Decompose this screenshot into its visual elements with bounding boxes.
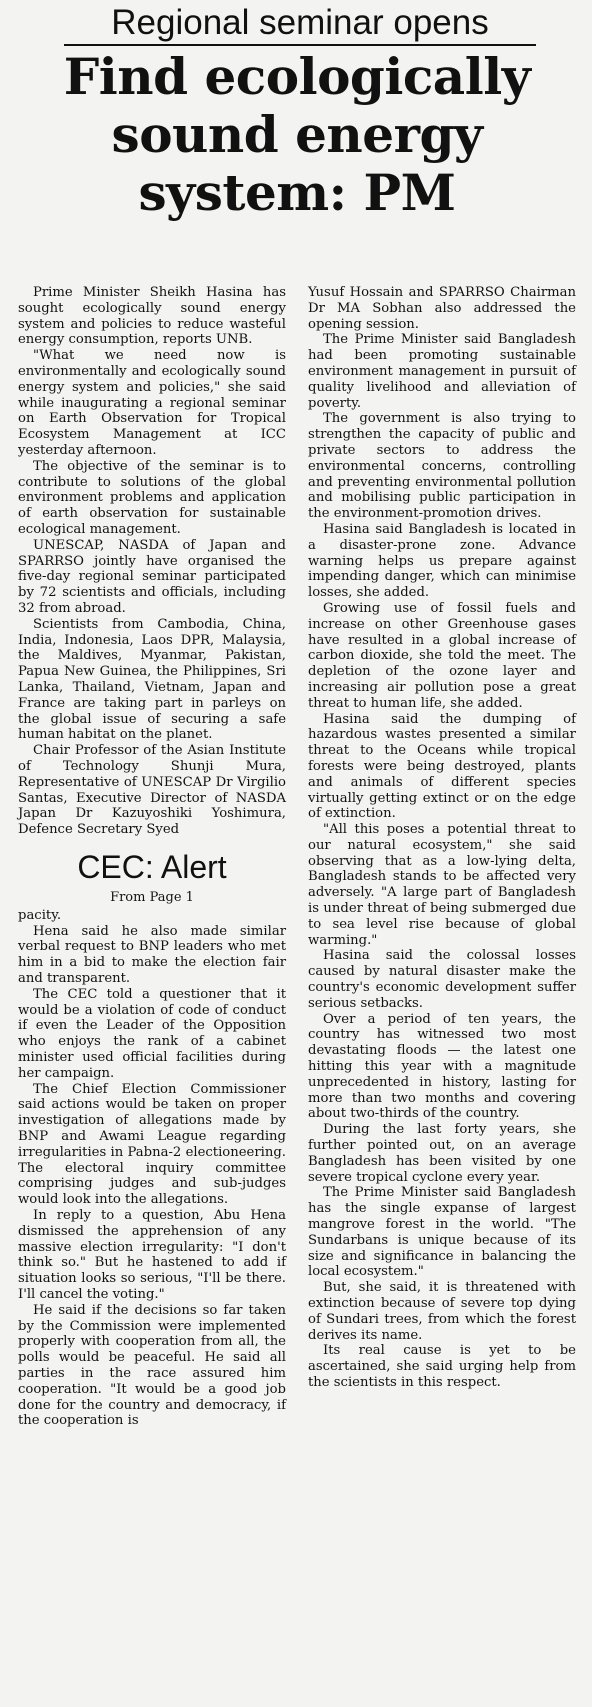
article-paragraph: "What we need now is environmentally and ecologically sound energy system and policies," she said while inaugurating a regional seminar on Earth Observation for Tropical Ecosystem Management at ICC yesterday afternoon. [18, 348, 286, 458]
article-paragraph: During the last forty years, she further pointed out, on an average Bangladesh has been visited by one severe tropical cyclone every year. [308, 1122, 576, 1185]
main-headline [18, 48, 576, 222]
cec-paragraph: The Chief Election Commissioner said actions would be taken on proper investigation of allegations made by BNP and Awami League regarding irregularities in Pabna-2 electioneering. The electoral inquiry committee comprising judges and sub-judges would look into the allegations. [18, 1081, 286, 1208]
cec-headline: CEC: Alert [77, 848, 227, 885]
article-paragraph: The Prime Minister said Bangladesh has the single expanse of largest mangrove forest in the world. "The Sundarbans is unique because of its size and significance in balancing the local ecosystem." [308, 1185, 576, 1280]
left-column [18, 285, 286, 1429]
article-paragraph: UNESCAP, NASDA of Japan and SPARRSO jointly have organised the five-day regional seminar participated by 72 scientists and officials, including 32 from abroad. [18, 537, 286, 616]
kicker-headline: Regional seminar opens [64, 0, 536, 46]
article-paragraph: Hasina said Bangladesh is located in a disaster-prone zone. Advance warning helps us prepare against impending danger, which can minimise losses, she added. [308, 521, 576, 601]
article-paragraph: Over a period of ten years, the country has witnessed two most devastating floods — the latest one hitting this year with a magnitude unprecedented in history, lasting for more than two months and covering about two-thirds of the country. [308, 1011, 576, 1122]
article-paragraph: Hasina said the dumping of hazardous wastes presented a similar threat to the Oceans while tropical forests were being destroyed, plants and animals of different species virtually getting extinct or on the edge of extinction. [308, 711, 576, 822]
article-paragraph: The Prime Minister said Bangladesh had been promoting sustainable environment management in pursuit of quality livelihood and alleviation of poverty. [308, 332, 576, 411]
article-paragraph: Scientists from Cambodia, China, India, Indonesia, Laos DPR, Malaysia, the Maldives, Myanmar, Pakistan, Papua New Guinea, the Philippines, Sri Lanka, Thailand, Vietnam, Japan and France are taking part in parleys on the global issue of securing a safe human habitat on the planet. [18, 616, 286, 743]
headline-line-1: Find ecologically [63, 47, 531, 106]
cec-paragraph: The CEC told a questioner that it would be a violation of code of conduct if even the Leader of the Opposition who enjoys the rank of a cabinet minister used official facilities during her campaign. [18, 986, 286, 1081]
article-columns [18, 285, 576, 1429]
article-paragraph: "All this poses a potential threat to our natural ecosystem," she said observing that as a low-lying delta, Bangladesh stands to be affected very adversely. "A large part of Bangladesh is under threat of being submerged due to sea level rise because of global warming." [308, 822, 576, 948]
cec-paragraph: In reply to a question, Abu Hena dismissed the apprehension of any massive election irregularity: "I don't think so." But he hastened to add if situation looks so serious, "I'll be there. I'll cancel the voting." [18, 1208, 286, 1303]
article-paragraph: Hasina said the colossal losses caused by natural disaster make the country's economic development suffer serious setbacks. [308, 948, 576, 1011]
cec-paragraph: He said if the decisions so far taken by the Commission were implemented properly with cooperation from all, the polls would be peaceful. He said all parties in the race assured him cooperation. "It would be a good job done for the country and democracy, if the cooperation is [18, 1302, 286, 1429]
article-paragraph: Prime Minister Sheikh Hasina has sought ecologically sound energy system and policies to reduce wasteful energy consumption, reports UNB. [18, 285, 286, 348]
headline-line-2: sound energy [111, 105, 483, 164]
article-paragraph: The objective of the seminar is to contribute to solutions of the global environment problems and application of earth observation for sustainable ecological management. [18, 458, 286, 537]
cec-paragraph: Hena said he also made similar verbal request to BNP leaders who met him in a bid to make the election fair and transparent. [18, 923, 286, 987]
cec-paragraph: pacity. [18, 907, 62, 923]
continued-from-page: From Page 1 [110, 889, 194, 905]
right-column [308, 285, 576, 1429]
article-paragraph: Yusuf Hossain and SPARRSO Chairman Dr MA Sobhan also addressed the opening session. [308, 285, 576, 332]
article-paragraph: The government is also trying to strengthen the capacity of public and private sectors to address the environmental concerns, controlling and preventing environmental pollution and mobilising public participation in the environment-promotion drives. [308, 411, 576, 522]
headline-line-3: system: PM [138, 163, 456, 222]
article-paragraph: But, she said, it is threatened with extinction because of severe top dying of Sundari trees, from which the forest derives its name. [308, 1280, 576, 1343]
article-paragraph: Growing use of fossil fuels and increase on other Greenhouse gases have resulted in a global increase of carbon dioxide, she told the meet. The depletion of the ozone layer and increasing air pollution pose a great threat to human life, she added. [308, 600, 576, 711]
article-paragraph: Its real cause is yet to be ascertained, she said urging help from the scientists in this respect. [308, 1343, 576, 1390]
article-paragraph: Chair Professor of the Asian Institute of Technology Shunji Mura, Representative of UNESCAP Dr Virgilio Santas, Executive Director of NASDA Japan Dr Kazuyoshiki Yoshimura, Defence Secretary Syed [18, 743, 286, 838]
